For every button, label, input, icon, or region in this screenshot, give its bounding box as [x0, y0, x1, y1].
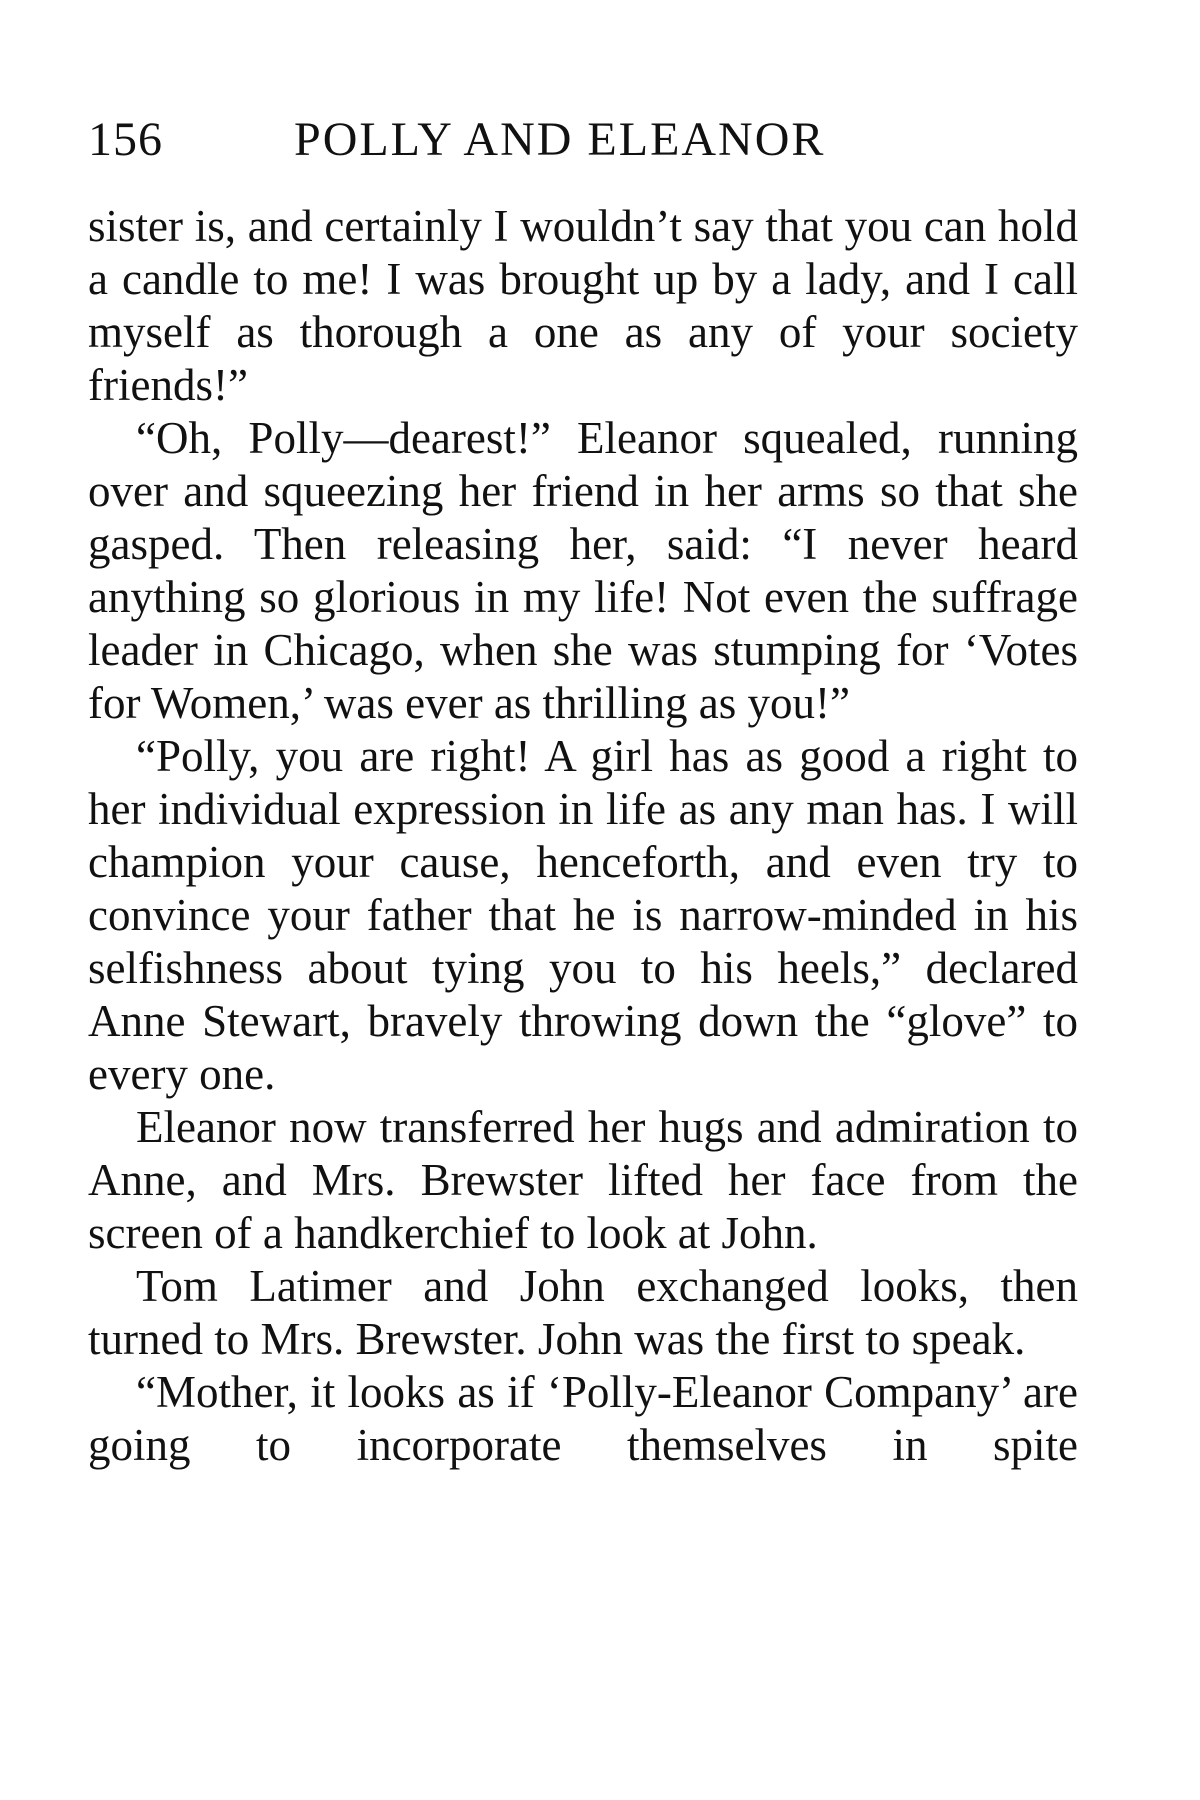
body-text — [88, 200, 1078, 1472]
paragraph-tom-and-john: Tom Latimer and John exchanged looks, then turned to Mrs. Brewster. John was the first to speak. — [88, 1261, 1078, 1364]
paragraph-continued: sister is, and certainly I wouldn’t say that you can hold a candle to me! I was brought up by a lady, and I call myself as thorough a one as any of your society friends!” — [88, 201, 1078, 410]
book-title: POLLY AND ELEANOR — [294, 113, 826, 166]
paragraph-john-speaks: “Mother, it looks as if ‘Polly-Eleanor Company’ are going to incorporate themselves in spite — [88, 1367, 1078, 1470]
paragraph-anne-stewart: “Polly, you are right! A girl has as good a right to her individual expression in life as any man has. I will champion your cause, henceforth, and even try to convince your father that he is narrow-minded in his selfishness about tying you to his heels,” declared Anne Stewart, bravely throwing down the “glove” to every one. — [88, 731, 1078, 1099]
paragraph-eleanor-squeals: “Oh, Polly—dearest!” Eleanor squealed, running over and squeezing her friend in her arms so that she gasped. Then releasing her, said: “I never heard anything so glorious in my life! Not even the suffrage leader in Chicago, when she was stumping for ‘Votes for Women,’ was ever as thrilling as you!” — [88, 413, 1078, 728]
paragraph-eleanor-admiration: Eleanor now transferred her hugs and admiration to Anne, and Mrs. Brewster lifted her face from the screen of a handkerchief to look at John. — [88, 1102, 1078, 1258]
page-number: 156 — [88, 113, 163, 166]
running-header — [88, 110, 1078, 170]
